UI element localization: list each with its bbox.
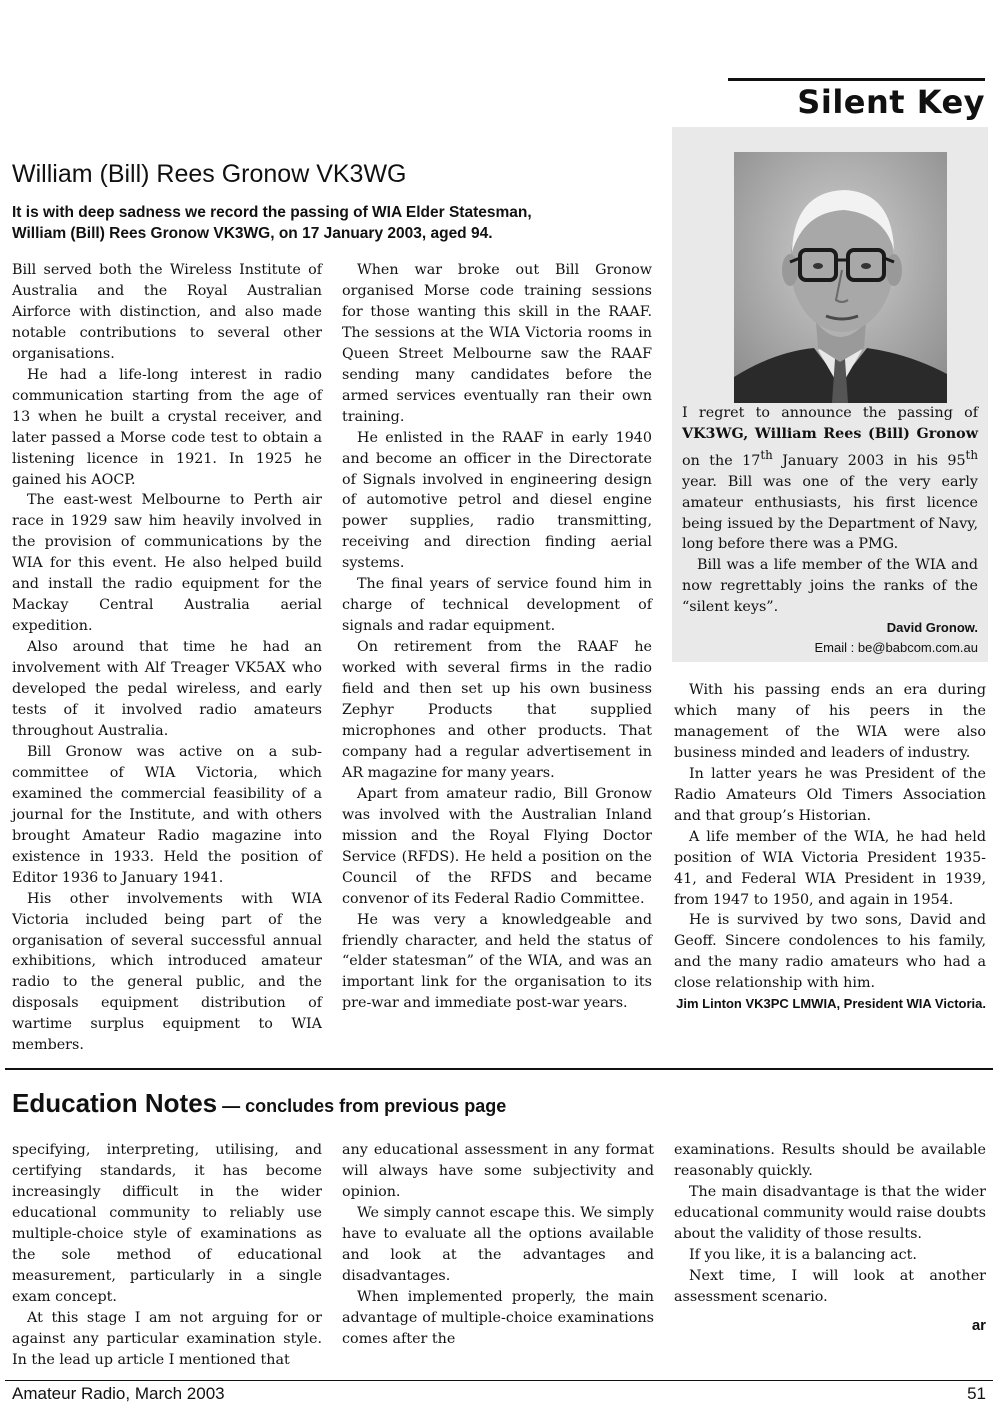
paragraph: He had a life-long interest in radio communication starting from the age of 13 when he built a crystal receiver, and later passed a Morse code test to obtain a listening licence in 1921. In 1925 he gained his AOCP. <box>12 366 322 488</box>
paragraph: Also around that time he had an involvement with Alf Treager VK5AX who developed the pedal wireless, and early tests of it involved radio amateurs throughout Australia. <box>12 639 322 739</box>
paragraph: On retirement from the RAAF he worked with several firms in the radio field and then set up his own business Zephyr Products that supplied microphones and other products. That company had a regular advertisement in AR magazine for many years. <box>342 639 652 781</box>
ordinal-suffix: th <box>965 447 978 462</box>
tribute-paragraph-2: Bill was a life member of the WIA and now regrettably joins the ranks of the “silent keys”. <box>682 557 978 616</box>
paragraph: We simply cannot escape this. We simply have to evaluate all the options available and look at the advantages and disadvantages. <box>342 1204 654 1284</box>
subtitle-line-1: It is with deep sadness we record the passing of WIA Elder Statesman, <box>12 204 532 221</box>
paragraph: Bill served both the Wireless Institute of Australia and the Royal Australian Airforce with distinction, and also made notable contributions to several other organisations. <box>12 262 322 362</box>
article-subtitle <box>12 202 652 244</box>
text-run: year. Bill was one of the very early amateur enthusiasts, his first licence being issued by the Department of Navy, long before there was a PMG. <box>682 473 978 553</box>
paragraph: The main disadvantage is that the wider educational community would raise doubts about the validity of those results. <box>674 1183 987 1242</box>
education-column-3 <box>674 1140 986 1337</box>
portrait-photo <box>734 152 947 403</box>
footer-publication: Amateur Radio, March 2003 <box>12 1384 225 1403</box>
paragraph: When implemented properly, the main advantage of multiple-choice examinations comes after the <box>342 1288 654 1347</box>
text-run: I regret to announce the passing of <box>682 405 978 421</box>
footer-rule <box>5 1380 993 1381</box>
paragraph: Bill Gronow was active on a sub-committee of WIA Victoria, which examined the commercial feasibility of a journal for the Institute, and with others brought Amateur Radio magazine into existence in 1933. Held the position of Editor 1936 to January 1941. <box>12 743 322 886</box>
paragraph: He is survived by two sons, David and Geoff. Sincere condolences to his family, and the many radio amateurs who had a close relationship with him. <box>674 912 986 992</box>
paragraph: He enlisted in the RAAF in early 1940 and become an officer in the Directorate of Signals involved in engineering design of automotive petrol and diesel engine power supplies, radio transmitting, receiving and direction finding aerial systems. <box>342 429 652 572</box>
text-run: January 2003 in his 95 <box>772 452 966 469</box>
paragraph: examinations. Results should be available reasonably quickly. <box>674 1142 986 1179</box>
education-column-2 <box>342 1140 654 1350</box>
section-header <box>728 78 985 127</box>
tribute-paragraph-1 <box>682 403 978 555</box>
paragraph: Next time, I will look at another assessment scenario. <box>674 1267 986 1305</box>
section-divider <box>5 1068 993 1070</box>
tribute-signature: David Gronow. <box>886 620 978 636</box>
paragraph: specifying, interpreting, utilising, and certifying standards, it has become increasingly difficult in the wider educational community to reliably use multiple-choice style of examinations as the sole method of educational measurement, particularly in a single exam concept. <box>12 1142 322 1305</box>
paragraph: any educational assessment in any format will always have some subjectivity and opinion. <box>342 1142 654 1200</box>
article-column-1 <box>12 260 322 1056</box>
paragraph: He was very a knowledgeable and friendly character, and held the status of “elder statesman” of the WIA, and was an important link for the organisation to its pre-war and immediate post-war years. <box>342 911 652 1012</box>
education-title: Education Notes <box>12 1088 218 1118</box>
tribute-email: Email : be@babcom.com.au <box>814 640 978 656</box>
education-notes-heading <box>12 1087 712 1122</box>
paragraph: Apart from amateur radio, Bill Gronow was involved with the Australian Inland mission and the Royal Flying Doctor Service (RFDS). He held a position on the Council of the RFDS and became convenor of its Federal Radio Committee. <box>342 785 652 907</box>
page-number: 51 <box>967 1384 986 1403</box>
article-column-2 <box>342 260 652 1014</box>
paragraph: His other involvements with WIA Victoria included being part of the organisation of several successful annual exhibitions, which introduced amateur radio to the general public, and the disposals equipment distribution of wartime surplus equipment to WIA members. <box>12 890 322 1054</box>
article-signature: Jim Linton VK3PC LMWIA, President WIA Victoria. <box>676 996 986 1012</box>
text-run: on the 17 <box>682 452 761 469</box>
paragraph: The east-west Melbourne to Perth air race in 1929 saw him heavily involved in the provision of communications by the WIA for this event. He also helped build and install the radio equipment for the Mackay Central Australia aerial expedition. <box>12 492 322 635</box>
section-title: Silent Key <box>797 83 985 121</box>
paragraph: In latter years he was President of the Radio Amateurs Old Timers Association and that group’s Historian. <box>674 765 986 824</box>
paragraph: At this stage I am not arguing for or against any particular examination style. In the lead up article I mentioned that <box>12 1309 322 1368</box>
tribute-text <box>682 403 978 658</box>
education-column-1 <box>12 1140 322 1370</box>
ordinal-suffix: th <box>760 447 773 462</box>
paragraph: The final years of service found him in charge of technical development of signals and radar equipment. <box>342 576 652 635</box>
article-column-3 <box>674 680 986 1014</box>
article-title: William (Bill) Rees Gronow VK3WG <box>12 160 407 188</box>
callsign-name: VK3WG, William Rees (Bill) Gronow <box>682 425 978 442</box>
paragraph: If you like, it is a balancing act. <box>689 1246 917 1263</box>
end-mark: ar <box>971 1316 986 1334</box>
education-title-suffix: — concludes from previous page <box>217 1096 507 1116</box>
paragraph: A life member of the WIA, he had held position of WIA Victoria President 1935-41, and Federal WIA President in 1939, from 1947 to 1950, and again in 1954. <box>674 828 986 908</box>
paragraph: With his passing ends an era during which many of his peers in the management of the WIA were also business minded and leaders of industry. <box>674 682 986 761</box>
paragraph: When war broke out Bill Gronow organised Morse code training sessions for those wanting this skill in the RAAF. The sessions at the WIA Victoria rooms in Queen Street Melbourne saw the RAAF sending many candidates before the armed services eventually ran their own training. <box>342 262 652 425</box>
subtitle-line-2: William (Bill) Rees Gronow VK3WG, on 17 January 2003, aged 94. <box>12 225 493 242</box>
